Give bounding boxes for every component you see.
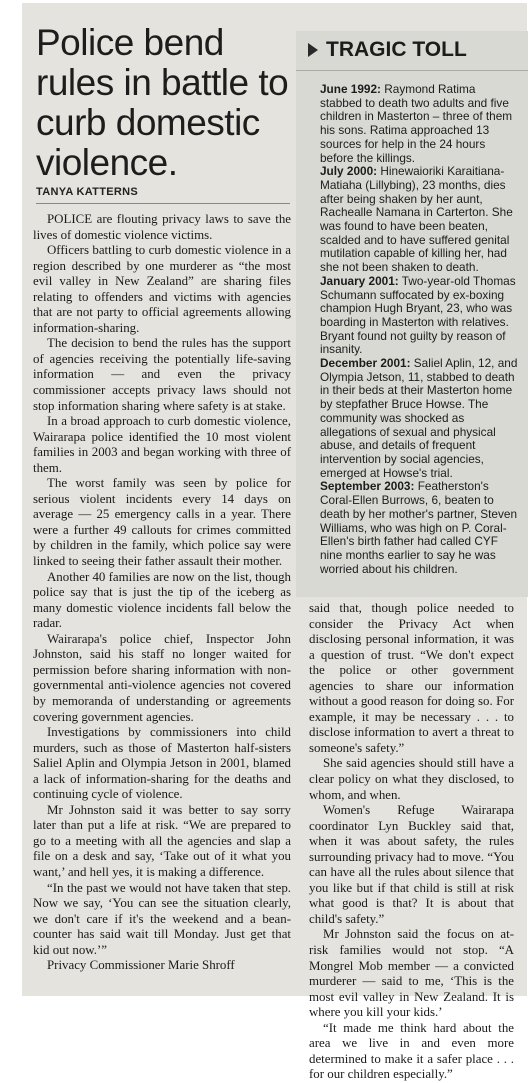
paragraph: Mr Johnston said it was better to say sorry later than put a life at risk. “We are prepared to go to a meeting with all the agencies and slap a file on a desk and say, ‘Take out of it what you want,’ and hell yes, it is making a difference. — [33, 802, 291, 879]
paragraph: Privacy Commissioner Marie Shroff — [47, 958, 235, 973]
paragraph: “In the past we would not have taken that step. Now we say, ‘You can see the situation clearly, we don't care if it's the weekend and a bean-counter has said wait till Monday. Just get that kid out now.’” — [33, 880, 291, 957]
byline-divider — [36, 203, 290, 204]
paragraph: said that, though police needed to consider the Privacy Act when disclosing personal information, it was a question of trust. “We don't expect the police or other government agencies to share our information without a good reason for doing so. For example, it may be necessary . . . to disclose information to avert a threat to someone's safety.” — [309, 601, 514, 755]
sidebar-divider — [296, 70, 528, 71]
sidebar-title-text: TRAGIC TOLL — [326, 38, 467, 61]
article-column-right — [309, 601, 514, 1083]
paragraph: Another 40 families are now on the list, though police say that is just the tip of the iceberg as many domestic violence incidents fall below the radar. — [33, 569, 291, 631]
paragraph: Officers battling to curb domestic violence in a region described by one murderer as “the most evil valley in New Zealand” are sharing files relating to offenders and victims with agencies that are not party to official agreements allowing information-sharing. — [33, 243, 291, 335]
timeline-entry — [320, 275, 520, 357]
timeline-entry — [320, 83, 520, 165]
headline: Police bend rules in battle to curb domestic violence. — [36, 22, 289, 183]
tragic-toll-sidebar — [296, 31, 528, 597]
paragraph: In a broad approach to curb domestic violence, Wairarapa police identified the 10 most violent families in 2003 and began working with three of them. — [33, 414, 291, 475]
sidebar-entries — [320, 83, 520, 576]
timeline-entry — [320, 480, 520, 576]
entry-date: July 2000: — [320, 164, 378, 179]
entry-text: Featherston's Coral-Ellen Burrows, 6, beaten to death by her mother's partner, Steven Williams, who was high on P. Coral-Ellen's birth father had called CYF nine months earlier to say he was worried about his children. — [320, 479, 518, 576]
sidebar-title — [308, 38, 467, 62]
paragraph: She said agencies should still have a clear policy on what they disclosed, to whom, and when. — [309, 756, 514, 802]
entry-date: December 2001: — [320, 356, 411, 371]
paragraph: POLICE are flouting privacy laws to save the lives of domestic violence victims. — [33, 212, 291, 242]
paragraph: “It made me think hard about the area we live in and even more determined to make it a safer place . . . for our children especially.” — [309, 1020, 514, 1082]
article-column-left — [33, 212, 291, 974]
newspaper-clipping — [22, 3, 527, 1082]
entry-date: September 2003: — [320, 479, 415, 494]
entry-date: June 1992: — [320, 82, 381, 96]
entry-text: Saliel Aplin, 12, and Olympia Jetson, 11, stabbed to death in their beds at their Masterton home by stepfather Bruce Howse. The community was shocked as allegations of sexual and physical abuse, and details of frequent intervention by social agencies, emerged at Howse's trial. — [320, 356, 518, 480]
paragraph: The decision to bend the rules has the support of agencies receiving the potentially life-saving information — and even the privacy commissioner accepts privacy laws should not stop information sharing where safety is at stake. — [33, 336, 291, 413]
entry-text: Raymond Ratima stabbed to death two adults and five children in Masterton – three of them his sons. Ratima approached 13 sources for help in the 24 hours before the killings. — [320, 82, 513, 165]
paragraph: Women's Refuge Wairarapa coordinator Lyn Buckley said that, when it was about safety, the rules surrounding privacy had to move. “You can have all the rules about silence that you like but if that child is still at risk what good is that? It is about that child's safety.” — [309, 803, 514, 926]
byline: TANYA KATTERNS — [36, 186, 138, 198]
paragraph: Investigations by commissioners into child murders, such as those of Masterton half-sisters Saliel Aplin and Olympia Jetson in 2001, blamed a lack of information-sharing for the deaths and continuing cycle of violence. — [33, 725, 291, 802]
paragraph: Wairarapa's police chief, Inspector John Johnston, said his staff no longer waited for permission before sharing information with non-governmental anti-violence agencies not covered by memoranda of understanding or agreements covering government agencies. — [33, 631, 291, 724]
entry-date: January 2001: — [320, 273, 399, 288]
paragraph: Mr Johnston said the focus on at-risk families would not stop. “A Mongrel Mob member — a convicted murderer — said to me, ‘This is the most evil valley in New Zealand. It is where you kill your kids.’ — [309, 927, 514, 1020]
entry-text: Two-year-old Thomas Schumann suffocated by ex-boxing champion Hugh Bryant, 23, who was boarding in Masterton with relatives. Bryant found not guilty by reason of insanity. — [320, 273, 516, 357]
triangle-arrow-icon — [308, 43, 318, 57]
timeline-entry — [320, 357, 520, 480]
timeline-entry — [320, 165, 520, 275]
paragraph: The worst family was seen by police for serious violent incidents every 14 days on average — 25 emergency calls in a year. There were a further 49 callouts for crimes committed by children in the family, which police say were linked to seeing their father assault their mother. — [33, 476, 291, 569]
entry-text: Hinewaioriki Karaitiana-Matiaha (Lillybing), 23 months, dies after being shaken by her aunt, Rachealle Namana in Carterton. She was found to have been beaten, scalded and to have suffered genital mutilation capable of killing her, had she not been shaken to death. — [320, 164, 513, 275]
